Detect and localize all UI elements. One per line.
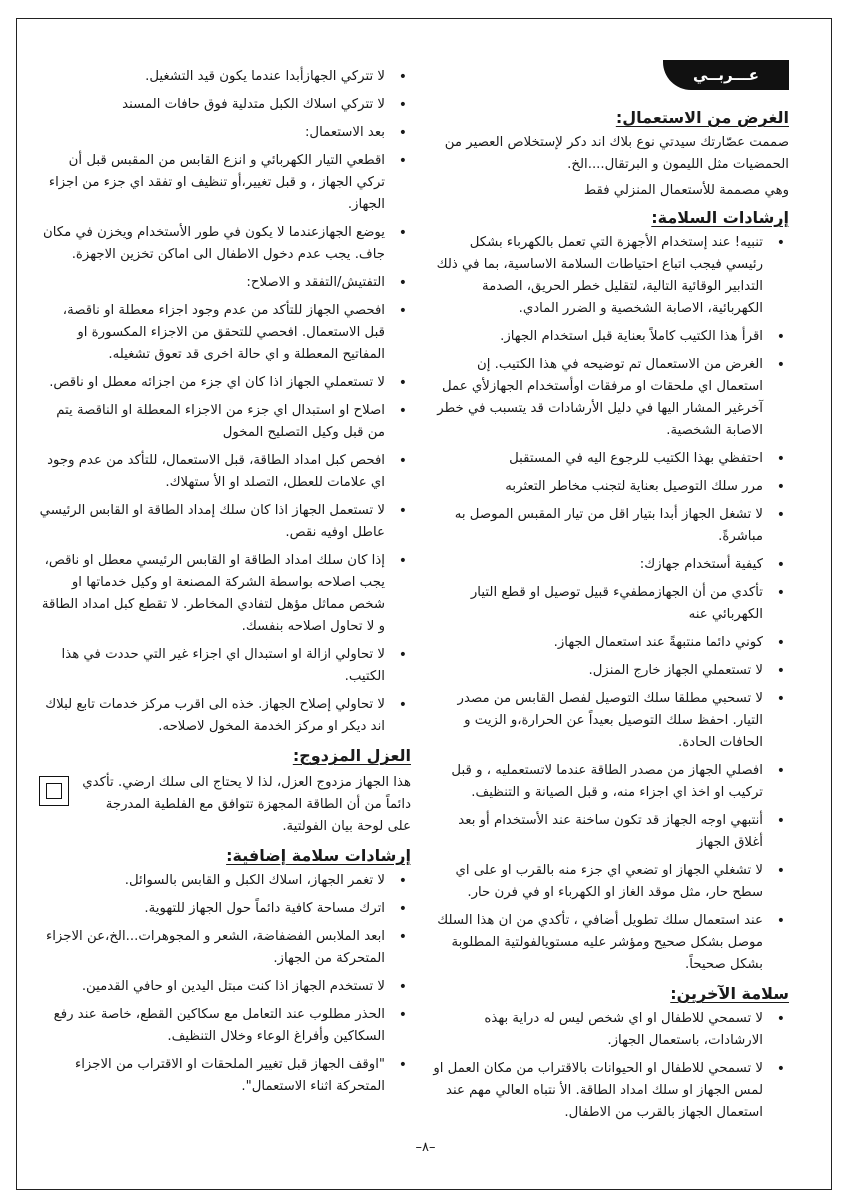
- list-item: • تنبيه! عند إستخدام الأجهزة التي تعمل بالكهرباء بشكل رئيسي فيجب اتباع احتياطات السلامة الاساسية، بما في ذلك التدابير الوقائية التالية، لتقليل خطر الحريق، الصدمة الكهربائية، الاصابة الشخصية و الضرر المادي.: [433, 232, 789, 320]
- list-item: • لا تحاولي ازالة او استبدال اي اجزاء غير التي حددت في هذا الكتيب.: [39, 644, 411, 688]
- purpose-household: وهي مصممة للأستعمال المنزلي فقط: [583, 183, 789, 198]
- list-item: • لا تسمحي للاطفال او اي شخص ليس له دراية بهذه الارشادات، باستعمال الجهاز.: [433, 1008, 789, 1052]
- list-item: • لا تستخدم الجهاز اذا كنت مبتل اليدين او حافي القدمين.: [39, 976, 411, 998]
- list-item: • لا تشغلي الجهاز او تضعي اي جزء منه بالقرب او على اي سطح حار، مثل موقد الغاز او الكهرباء او في فرن حار.: [433, 860, 789, 904]
- list-item: • ابعد الملابس الفضفاضة، الشعر و المجوهرات...الخ،عن الاجزاء المتحركة من الجهاز.: [39, 926, 411, 970]
- list-item: • عند استعمال سلك تطويل أضافي ، تأكدي من ان هذا السلك موصل بشكل صحيح ومؤشر عليه مستويالفولتية المطلوبة بشكل صحيحاً.: [433, 910, 789, 976]
- purpose-title: الغرض من الاستعمال:: [615, 108, 789, 127]
- right-column: [433, 66, 789, 1130]
- safety-title: إرشادات السلامة:: [651, 208, 789, 227]
- page-number: –٨–: [415, 1140, 436, 1155]
- others-safety-title: سلامة الآخرين:: [670, 984, 789, 1003]
- extra-safety-title: إرشادات سلامة إضافية:: [226, 846, 411, 865]
- safety-list: [433, 232, 789, 976]
- double-insulation-block: [39, 772, 411, 838]
- list-item: • اقرأ هذا الكتيب كاملاً بعناية قبل استخدام الجهاز.: [433, 326, 789, 348]
- double-insulation-icon: [39, 776, 69, 806]
- list-item: • بعد الاستعمال:: [39, 122, 411, 144]
- list-item: • تأكدي من أن الجهازمطفيء قبيل توصيل او قطع التيار الكهربائي عنه: [433, 582, 789, 626]
- list-item: • افحصي الجهاز للتأكد من عدم وجود اجزاء معطلة او ناقصة، قبل الاستعمال. افحصي للتحقق من الاجزاء المكسورة او المفاتيح المعطلة و اي حالة اخرى قد تعوق تشغيله.: [39, 300, 411, 366]
- list-item: • لا تستعملي الجهاز اذا كان اي جزء من اجزائه معطل او ناقص.: [39, 372, 411, 394]
- list-item: • الحذر مطلوب عند التعامل مع سكاكين القطع، خاصة عند رفع السكاكين وأفراغ الوعاء وخلال التنظيف.: [39, 1004, 411, 1048]
- list-item: • لا تسمحي للاطفال او الحيوانات بالاقتراب من مكان العمل او لمس الجهاز او سلك امداد الطاقة. الأ نتباه العالي مهم عند استعمال الجهاز بالقرب من الاطفال.: [433, 1058, 789, 1124]
- list-item: • يوضع الجهازعندما لا يكون في طور الأستخدام ويخزن في مكان جاف. يجب عدم دخول الاطفال الى اماكن تخزين الاجهزة.: [39, 222, 411, 266]
- list-item: • لا تحاولي إصلاح الجهاز. خذه الى اقرب مركز خدمات تابع لبلاك اند ديكر او مركز الخدمة المخول لاصلاحه.: [39, 694, 411, 738]
- list-item: • كيفية أستخدام جهازك:: [433, 554, 789, 576]
- list-item: • اقطعي التيار الكهربائي و انزع القابس من المقبس قبل أن تركي الجهاز ، و قبل تغيير،أو تنظيف او تفقد اي جزء من اجزاء الجهاز.: [39, 150, 411, 216]
- purpose-paragraph: صممت عصّارتك سيدتي نوع بلاك اند دكر لإستخلاص العصير من الحمضيات مثل الليمون و البرتقال....الخ.: [444, 135, 789, 172]
- list-item: • لا تسحبي مطلقا سلك التوصيل لفصل القابس من مصدر التيار. احفظ سلك التوصيل بعيداً عن الحرارة،و الزيت و الحافات الحادة.: [433, 688, 789, 754]
- double-insulation-title: العزل المزدوج:: [292, 746, 411, 765]
- list-item: • احتفظي بهذا الكتيب للرجوع اليه في المستقبل: [433, 448, 789, 470]
- list-item: • افحص كبل امداد الطاقة، قبل الاستعمال، للتأكد من عدم وجود اي علامات للعطل، التصلد او الأ ستهلاك.: [39, 450, 411, 494]
- left-column: [39, 66, 411, 1104]
- list-item: • مرر سلك التوصيل بعناية لتجنب مخاطر التعثربه: [433, 476, 789, 498]
- double-insulation-text: هذا الجهاز مزدوج العزل، لذا لا يحتاج الى سلك ارضي. تأكدي دائماً من أن الطاقة المجهزة تتوافق مع الفلطية المدرجة على لوحة بيان الفولتية.: [82, 775, 411, 834]
- list-item: • لا تغمر الجهاز، اسلاك الكبل و القابس بالسوائل.: [39, 870, 411, 892]
- others-safety-list: [433, 1008, 789, 1124]
- list-item: • لا تستعملي الجهاز خارج المنزل.: [433, 660, 789, 682]
- left-list: [39, 66, 411, 738]
- list-item: • لا تستعمل الجهاز اذا كان سلك إمداد الطاقة او القابس الرئيسي عاطل اوفيه نقص.: [39, 500, 411, 544]
- list-item: • التفتيش/التفقد و الاصلاح:: [39, 272, 411, 294]
- list-item: • اترك مساحة كافية دائماً حول الجهاز للتهوية.: [39, 898, 411, 920]
- list-item: • كوني دائما منتبهةً عند استعمال الجهاز.: [433, 632, 789, 654]
- list-item: • الغرض من الاستعمال تم توضيحه في هذا الكتيب. إن استعمال اي ملحقات او مرفقات اوأستخدام الجهازلأي عمل آخرغير المشار اليها في دليل الأرشادات قد يتسبب في خطر الاصابة الشخصية.: [433, 354, 789, 442]
- list-item: • لا تتركي الجهازأبدا عندما يكون قيد التشغيل.: [39, 66, 411, 88]
- list-item: • اصلاح او استبدال اي جزء من الاجزاء المعطلة او الناقصة يتم من قبل وكيل التصليح المخول: [39, 400, 411, 444]
- list-item: • لا تتركي اسلاك الكبل متدلية فوق حافات المسند: [39, 94, 411, 116]
- list-item: • إذا كان سلك امداد الطاقة او القابس الرئيسي معطل او ناقص، يجب اصلاحه بواسطة الشركة المصنعة او وكيل خدماتها او شخص مماثل مؤهل لتفادي المخاطر. لا تقطع كبل امداد الطاقة و لا تحاول اصلاحه بنفسك.: [39, 550, 411, 638]
- list-item: • أنتبهي اوجه الجهاز قد تكون ساخنة عند الأستخدام أو بعد أغلاق الجهاز: [433, 810, 789, 854]
- language-tab: عـــربــي: [663, 60, 789, 90]
- list-item: • "اوقف الجهاز قبل تغيير الملحقات او الاقتراب من الاجزاء المتحركة اثناء الاستعمال".: [39, 1054, 411, 1098]
- list-item: • لا تشغل الجهاز أبدا بتيار اقل من تيار المقبس الموصل به مباشرةً.: [433, 504, 789, 548]
- extra-safety-list: [39, 870, 411, 1098]
- list-item: • افصلي الجهاز من مصدر الطاقة عندما لاتستعمليه ، و قبل تركيب او اخذ اي اجزاء منه، و قبل الصيانة و التنظيف.: [433, 760, 789, 804]
